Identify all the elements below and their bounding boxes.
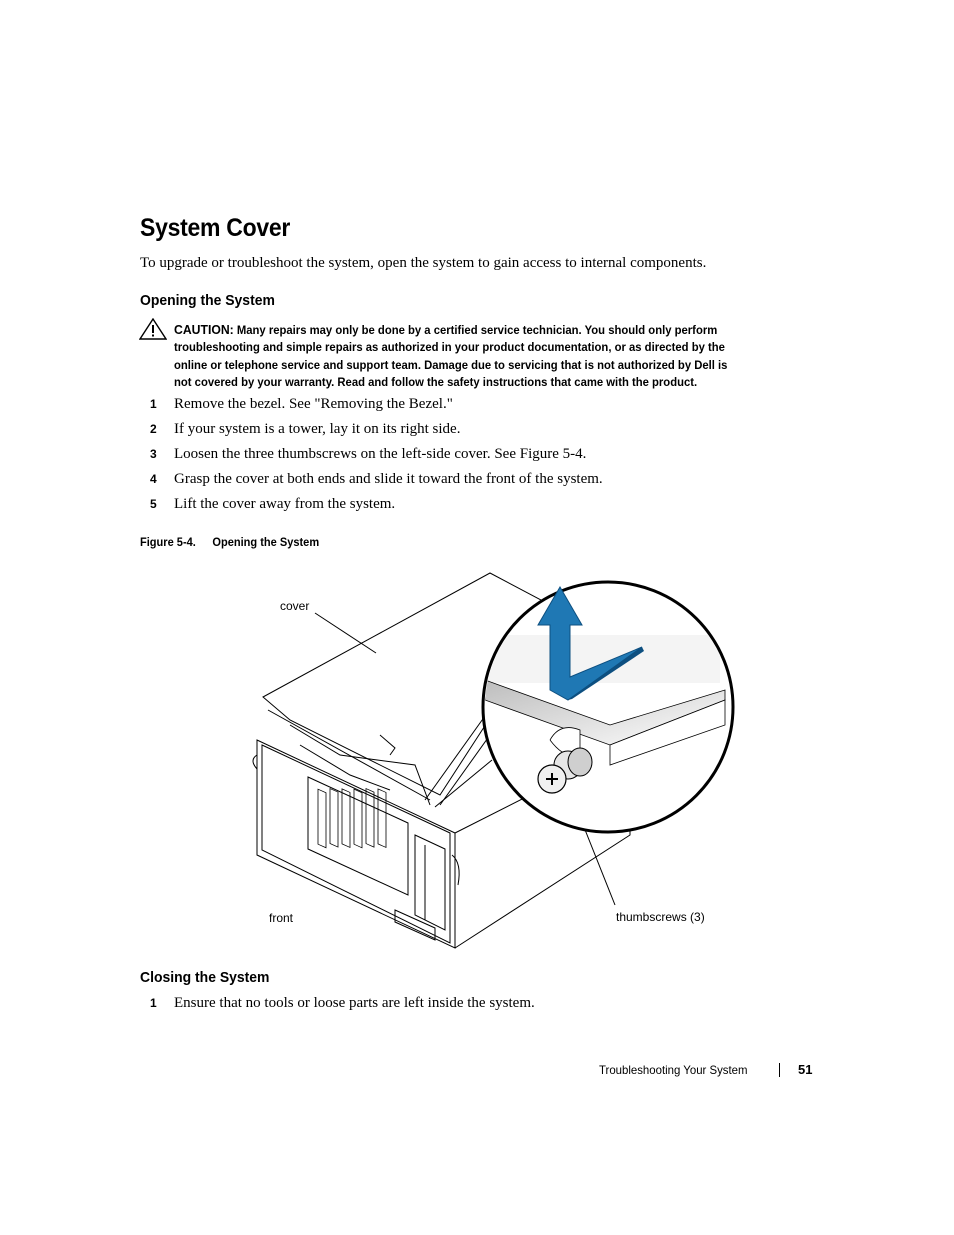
step-text: Remove the bezel. See "Removing the Bezel." <box>174 396 453 412</box>
step-number: 3 <box>150 447 157 461</box>
step-number: 2 <box>150 422 157 436</box>
page-number: 51 <box>798 1062 813 1077</box>
caution-label: CAUTION: <box>174 322 234 337</box>
step-number: 4 <box>150 472 157 486</box>
figure-title: Opening the System <box>212 535 320 549</box>
section-title: System Cover <box>140 214 291 242</box>
figure-caption <box>140 535 319 549</box>
heading-closing-system: Closing the System <box>140 969 270 986</box>
callout-front: front <box>269 911 294 925</box>
figure-illustration <box>230 565 750 955</box>
callout-cover: cover <box>280 599 310 613</box>
callout-thumbscrews: thumbscrews (3) <box>616 910 705 924</box>
step-number: 1 <box>150 397 157 411</box>
footer-chapter: Troubleshooting Your System <box>599 1063 748 1077</box>
figure-number: Figure 5-4. <box>140 535 196 549</box>
caution-icon <box>139 318 167 340</box>
caution-text: Many repairs may only be done by a certified service technician. You should only perform troubleshooting and simple repairs as authorized in your product documentation, or as directed by the online or telephone service and support team. Damage due to servicing that is not authorized by Dell is not covered by your warranty. Read and follow the safety instructions that came with the product. <box>174 323 728 389</box>
step-text: Ensure that no tools or loose parts are left inside the system. <box>174 995 535 1011</box>
footer-divider <box>779 1063 780 1077</box>
step-text: If your system is a tower, lay it on its right side. <box>174 421 461 437</box>
step-text: Grasp the cover at both ends and slide it toward the front of the system. <box>174 471 603 487</box>
step-text: Loosen the three thumbscrews on the left-side cover. See Figure 5-4. <box>174 446 587 462</box>
step-number: 5 <box>150 497 157 511</box>
heading-opening-system: Opening the System <box>140 292 275 309</box>
step-text: Lift the cover away from the system. <box>174 496 396 512</box>
step-number: 1 <box>150 996 157 1010</box>
intro-paragraph: To upgrade or troubleshoot the system, open the system to gain access to internal components. <box>140 255 707 271</box>
caution-note <box>174 321 738 391</box>
